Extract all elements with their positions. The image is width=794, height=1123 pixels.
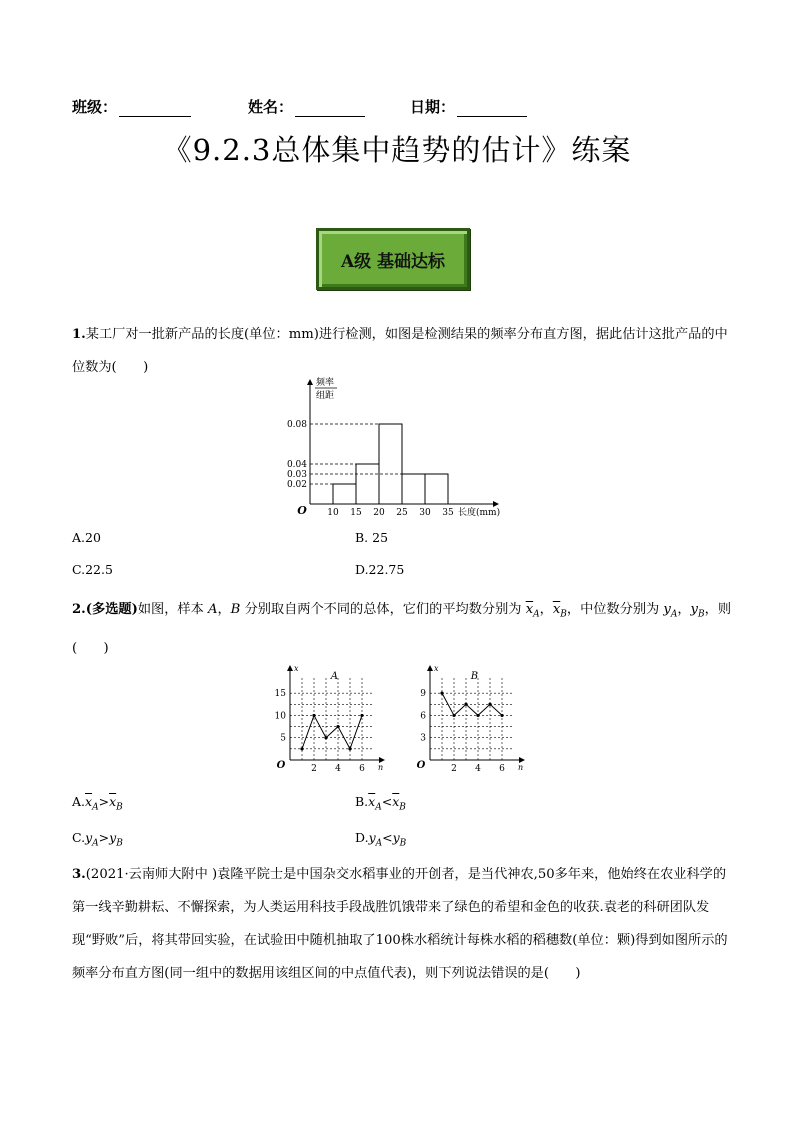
q2-text-mid1: 分别取自两个不同的总体，它们的平均数分别为 [244,602,522,617]
data-point [324,736,327,739]
data-point [476,714,479,717]
chart-title: B [470,671,479,682]
chart-title: A [330,671,339,682]
q2-option-d[interactable]: $D.y_A<y_B$ [355,830,407,849]
q3-text: 袁隆平院士是中国杂交水稻事业的开创者，是当代神农,50多年来，他始终在农业科学的第一线辛勤耕耘、不懈探索，为人类运用科技手段战胜饥饿带来了绿色的希望和金色的收获.袁老的科研团队发现“野败”后，将其带回实验，在试验田中随机抽取了100株水稻统计每株水稻的稻穗数(单位：颗)得到如图所示的频率分布直方图(同一组中的数据用该组区间的中点值代表)，则下列说法错误的是( ) [72,867,728,981]
x-axis-label: 长度(mm) [458,508,501,518]
q2-option-c[interactable]: $C.y_A>y_B$ [72,830,123,849]
q1-option-c[interactable]: C.22.5 [72,562,113,577]
x-tick-label: 25 [396,508,408,518]
data-point [440,692,443,695]
line-plot-a [275,664,384,774]
x-tick-label: 10 [327,508,339,518]
histogram-bar [425,474,448,504]
q1-text: 某工厂对一批新产品的长度(单位：mm)进行检测，如图是检测结果的频率分布直方图，据此估计这批产品的中位数为( ) [72,327,728,375]
question-2: 2.(多选题)如图，样本 A，B 分别取自两个不同的总体，它们的平均数分别为 $\overline{x}_A$，$\overline{x}_B$，中位数分别为 $y_A$，$y_B$，则( ) [72,602,731,656]
q2-tag: (多选题) [85,602,138,617]
date-field [410,96,527,117]
data-point [488,703,491,706]
q1-option-b[interactable]: B. 25 [355,530,389,545]
origin-label: O [297,504,307,517]
q1-histogram [280,372,520,522]
line-plot-b [417,664,524,774]
page-title: 《9.2.3总体集中趋势的估计》练案 [162,133,632,167]
data-point [464,703,467,706]
histogram-bar [402,474,425,504]
histogram-bar [379,424,402,504]
x-axis-label: n [378,763,384,772]
x-axis-label: n [518,763,524,772]
q2-text-mid2: ，中位数分别为 [566,602,660,617]
histogram-bar [356,464,379,504]
q2-number: 2. [72,602,86,617]
name-field [248,96,365,117]
data-point [348,747,351,750]
y-tick-label: 15 [274,689,286,700]
class-label: 班级： [72,98,118,116]
x-tick-label: 2 [451,764,457,774]
histogram-bar [333,484,356,504]
y-tick-label: 9 [420,689,426,700]
y-tick-label: 5 [280,733,286,744]
q1-option-a[interactable]: A.20 [72,530,101,545]
y-axis-label: x [434,664,439,673]
y-tick-label: 3 [420,733,426,744]
q2-chart-a [256,660,396,775]
q1-option-d[interactable]: D.22.75 [355,562,405,577]
data-point [300,747,303,750]
date-blank[interactable] [457,101,527,117]
x-tick-label: 30 [419,508,431,518]
level-badge-label: A级 基础达标 [340,251,446,272]
q2-option-b[interactable]: $B.\overline{x}_A<\overline{x}_B$ [355,794,406,813]
q2-option-a[interactable]: $A.\overline{x}_A>\overline{x}_B$ [72,794,123,813]
q2-text-end: 则( ) [72,602,731,656]
y-axis-label: x [294,664,299,673]
y-tick-label: 0.08 [286,420,307,430]
q1-number: 1. [72,327,86,342]
x-tick-label: 20 [373,508,385,518]
x-tick-label: 4 [335,764,341,774]
x-tick-label: 6 [359,764,365,774]
x-tick-label: 2 [311,764,317,774]
y-tick-label: 6 [420,711,426,722]
name-blank[interactable] [295,101,365,117]
origin-label: O [276,760,286,771]
y-tick-label: 0.04 [286,460,307,470]
histogram-plot [287,376,500,518]
data-point [312,714,315,717]
q2-text-pre: 如图，样本 [137,602,204,617]
data-point [500,714,503,717]
q2-chart-b [396,660,536,775]
question-3 [72,858,732,990]
y-tick-label: 10 [274,711,286,722]
level-badge [316,228,470,290]
y-tick-label: 0.03 [286,470,307,480]
name-label: 姓名： [248,98,294,116]
q3-source: (2021·云南师大附中 ) [85,867,218,882]
y-label-top: 频率 [316,378,335,388]
q3-number: 3. [72,867,86,882]
x-tick-label: 6 [499,764,505,774]
data-point [452,714,455,717]
class-blank[interactable] [119,101,191,117]
x-tick-label: 15 [350,508,362,518]
origin-label: O [416,760,426,771]
series-line [302,715,362,748]
y-label-bottom: 组距 [316,391,335,401]
y-tick-label: 0.02 [286,480,307,490]
data-point [360,714,363,717]
date-label: 日期： [410,98,456,116]
data-point [336,725,339,728]
x-tick-label: 35 [442,508,454,518]
x-tick-label: 4 [475,764,481,774]
class-field [72,96,191,117]
